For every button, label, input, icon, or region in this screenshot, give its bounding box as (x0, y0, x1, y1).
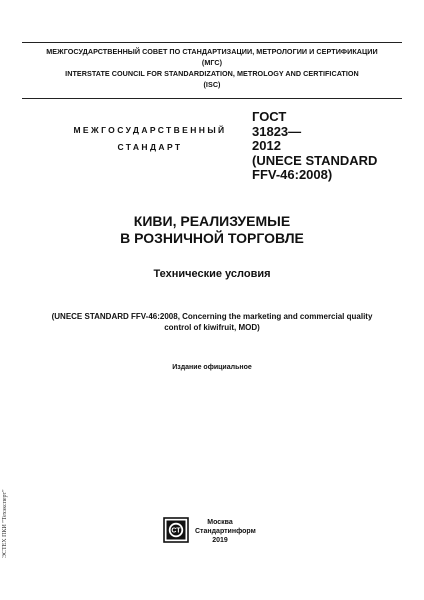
document-subtitle: Технические условия (153, 268, 271, 280)
standard-code (252, 110, 402, 183)
council-en-name: INTERSTATE COUNCIL FOR STANDARDIZATION, METROLOGY AND CERTIFICATION (65, 69, 359, 78)
document-title-line1: КИВИ, РЕАЛИЗУЕМЫЕ (133, 213, 291, 229)
publisher-block (195, 518, 256, 545)
logo-mark: СТ (171, 527, 181, 535)
standartinform-logo-icon (163, 517, 189, 543)
publisher-city: Москва (207, 519, 233, 526)
council-ru-name: МЕЖГОСУДАРСТВЕННЫЙ СОВЕТ ПО СТАНДАРТИЗАЦИИ, МЕТРОЛОГИИ И СЕРТИФИКАЦИИ (46, 47, 378, 56)
standard-code-line4: (UNECE STANDARD (252, 152, 378, 168)
unece-reference-line2: control of kiwifruit, MOD) (164, 323, 260, 332)
council-en-abbr: (ISC) (203, 80, 221, 89)
standard-code-line5: FFV-46:2008) (252, 167, 333, 182)
standard-code-line3: 2012 (252, 138, 281, 153)
side-watermark-note: ЭСТЕХ ПКИ "Техэксперт" (2, 489, 8, 558)
publisher-year: 2019 (212, 537, 228, 544)
publisher-name: Стандартинформ (195, 528, 256, 535)
standard-kind (60, 122, 240, 156)
standard-code-line2: 31823— (252, 123, 302, 139)
unece-reference-line1: (UNECE STANDARD FFV-46:2008, Concerning the marketing and commercial quality (51, 312, 373, 321)
council-header (22, 46, 402, 90)
edition-label: Издание официальное (172, 364, 252, 371)
standard-code-line1: ГОСТ (252, 109, 287, 124)
document-title-line2: В РОЗНИЧНОЙ ТОРГОВЛЕ (120, 230, 304, 246)
header-bottom-rule (22, 98, 402, 99)
logo-graphic (163, 517, 189, 543)
standard-kind-line2: СТАНДАРТ (117, 142, 183, 152)
document-title (40, 213, 384, 247)
standard-kind-line1: МЕЖГОСУДАРСТВЕННЫЙ (73, 125, 227, 135)
header-top-rule (22, 42, 402, 43)
unece-reference (40, 311, 384, 333)
council-ru-abbr: (МГС) (201, 58, 223, 67)
